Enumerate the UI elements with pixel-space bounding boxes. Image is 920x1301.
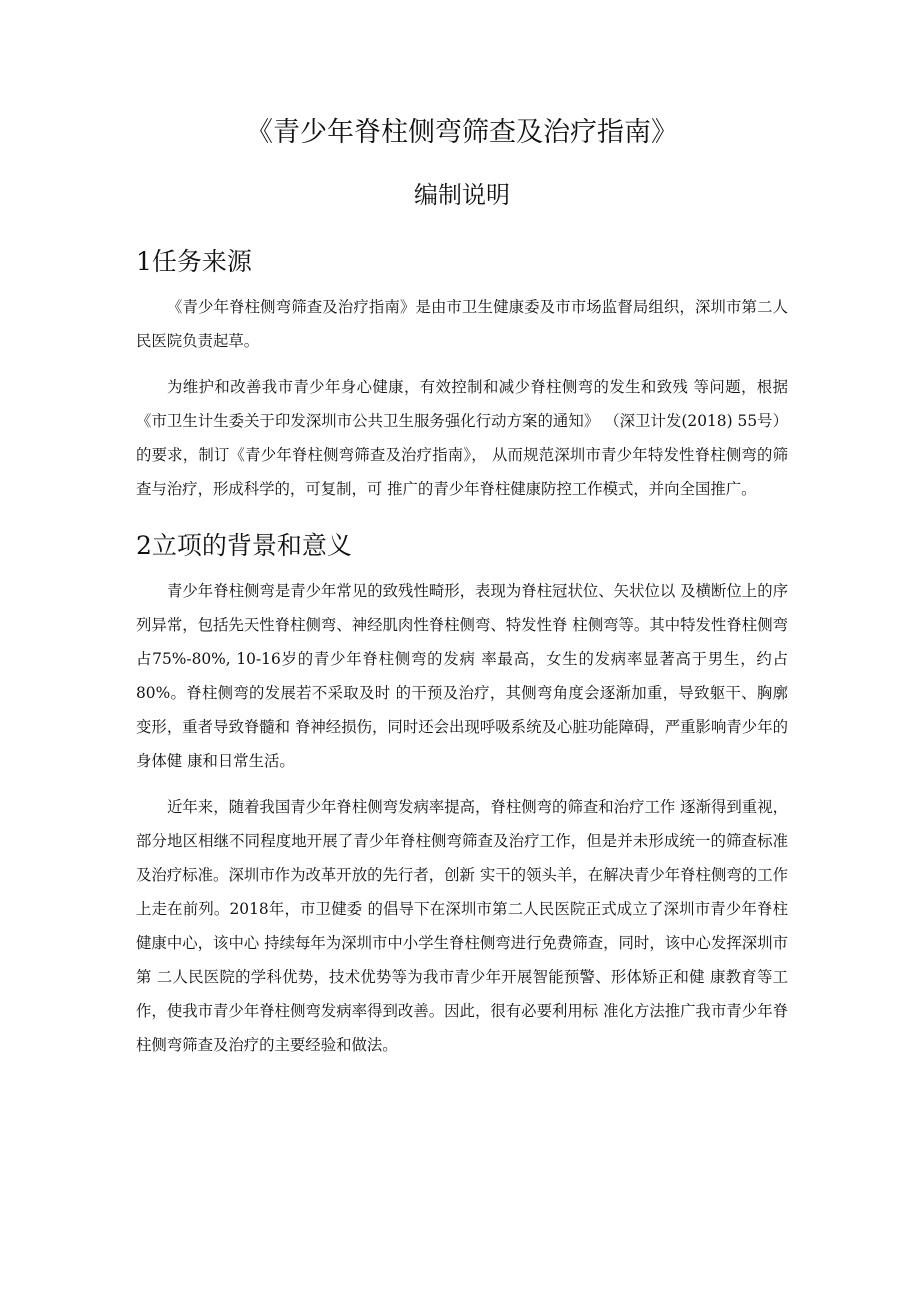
paragraph: 近年来，随着我国青少年脊柱侧弯发病率提高，脊柱侧弯的筛查和治疗工作 逐渐得到重视，部分地区相继不同程度地开展了青少年脊柱侧弯筛查及治疗工作，但是并未形成统一的筛查标准及治疗标准。深圳市作为改革开放的先行者，创新 实干的领头羊，在解决青少年脊柱侧弯的工作上走在前列。2018年，市卫健委 的倡导下在深圳市第二人民医院正式成立了深圳市青少年脊柱健康中心，该中心 持续每年为深圳市中小学生脊柱侧弯进行免费筛查，同时，该中心发挥深圳市第 二人民医院的学科优势，技术优势等为我市青少年开展智能预警、形体矫正和健 康教育等工作，使我市青少年脊柱侧弯发病率得到改善。因此，很有必要利用标 准化方法推广我市青少年脊柱侧弯筛查及治疗的主要经验和做法。 <box>136 798 788 1054</box>
section-heading: 2立项的背景和意义 <box>136 531 352 560</box>
paragraph: 青少年脊柱侧弯是青少年常见的致残性畸形，表现为脊柱冠状位、矢状位以 及横断位上的序列异常，包括先天性脊柱侧弯、神经肌肉性脊柱侧弯、特发性脊 柱侧弯等。其中特发性脊柱侧弯占75%-80%, 10-16岁的青少年脊柱侧弯的发病 率最高，女生的发病率显著高于男生，约占80%。脊柱侧弯的发展若不采取及时 的干预及治疗，其侧弯角度会逐渐加重，导致躯干、胸廓变形，重者导致脊髓和 脊神经损伤，同时还会出现呼吸系统及心脏功能障碍，严重影响青少年的身体健 康和日常生活。 <box>136 582 788 770</box>
document-subtitle: 编制说明 <box>414 181 510 209</box>
section-background <box>136 528 788 1062</box>
section-task-source <box>136 244 788 506</box>
paragraph: 为维护和改善我市青少年身心健康，有效控制和减少脊柱侧弯的发生和致残 等问题，根据《市卫生计生委关于印发深圳市公共卫生服务强化行动方案的通知》 （深卫计发(2018) 55号）的要求，制订《青少年脊柱侧弯筛查及治疗指南》， 从而规范深圳市青少年特发性脊柱侧弯的筛查与治疗，形成科学的，可复制，可 推广的青少年脊柱健康防控工作模式，并向全国推广。 <box>136 378 788 498</box>
paragraph: 《青少年脊柱侧弯筛查及治疗指南》是由市卫生健康委及市市场监督局组织，深圳市第二人民医院负责起草。 <box>136 298 788 350</box>
section-heading: 1任务来源 <box>136 247 252 276</box>
document-title: 《青少年脊柱侧弯筛查及治疗指南》 <box>246 117 678 148</box>
